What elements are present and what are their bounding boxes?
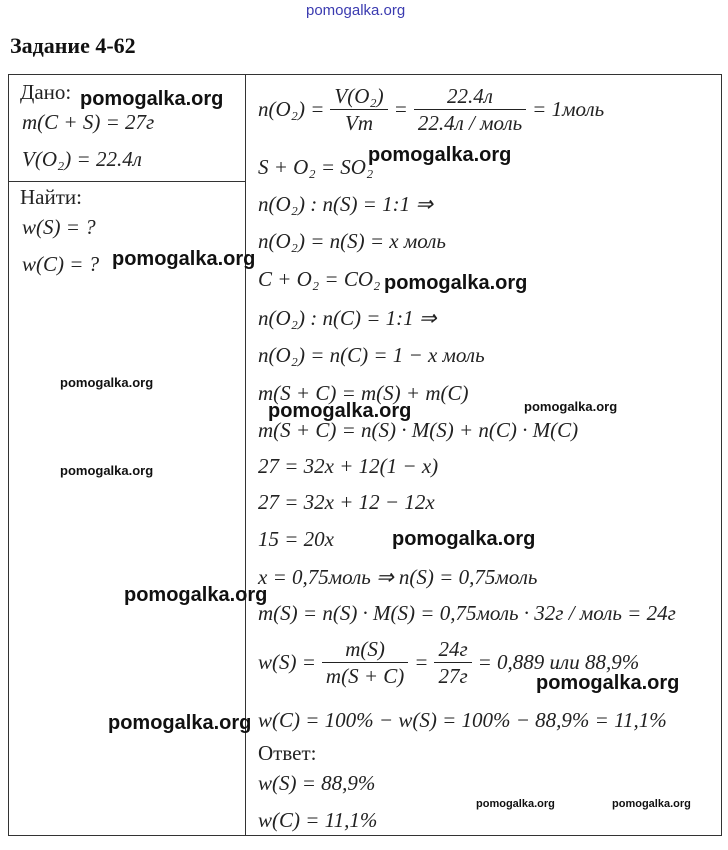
mass-sulfur: m(S) = n(S) · M(S) = 0,75моль · 32г / моль = 24г (258, 601, 676, 625)
find-ws: w(S) = ? (22, 215, 96, 239)
watermark: pomogalka.org (124, 584, 268, 606)
watermark: pomogalka.org (112, 248, 256, 270)
page-title: Задание 4-62 (10, 33, 136, 58)
moles-sulfur: n(O₂) = n(S) = x моль (258, 229, 446, 253)
answer-carbon: w(C) = 11,1% (258, 808, 378, 832)
ratio-carbon: n(O₂) : n(C) = 1:1 ⇒ (258, 306, 437, 330)
eq1-fraction-2 (414, 83, 526, 136)
eq15-fraction-2 (434, 636, 471, 689)
watermark: pomogalka.org (80, 88, 224, 110)
ratio-sulfur: n(O₂) : n(S) = 1:1 ⇒ (258, 192, 433, 216)
watermark: pomogalka.org (524, 399, 618, 414)
find-wc: w(C) = ? (22, 252, 100, 276)
fraction-carbon: w(C) = 100% − w(S) = 100% − 88,9% = 11,1% (258, 708, 667, 732)
given-mass: m(C + S) = 27г (22, 110, 155, 134)
reaction-sulfur: S + O₂ = SO₂ (258, 155, 374, 179)
find-label: Найти: (20, 185, 82, 209)
reaction-carbon: C + O₂ = CO₂ (258, 267, 381, 291)
eq15-fraction-1 (322, 636, 408, 689)
eq15-f2-num: 24г (434, 636, 471, 663)
eq15-lhs: w(S) = (258, 650, 316, 674)
watermark: pomogalka.org (612, 798, 691, 810)
eq1-lhs: n(O₂) = (258, 97, 325, 121)
eq15-f1-num: m(S) (322, 636, 408, 663)
watermark: pomogalka.org (108, 712, 252, 734)
eq15-f1-den: m(S + C) (325, 664, 405, 688)
watermark: pomogalka.org (368, 144, 512, 166)
equation-line-1: 27 = 32x + 12(1 − x) (258, 454, 439, 478)
watermark: pomogalka.org (60, 375, 154, 390)
given-label: Дано: (20, 80, 72, 104)
watermark: pomogalka.org (536, 672, 680, 694)
answer-sulfur: w(S) = 88,9% (258, 771, 376, 795)
watermark: pomogalka.org (384, 272, 528, 294)
watermark: pomogalka.org (392, 528, 536, 550)
answer-label: Ответ: (258, 741, 317, 765)
given-volume: V(O₂) = 22.4л (22, 147, 142, 171)
equation-line-2: 27 = 32x + 12 − 12x (258, 490, 435, 514)
eq1-equals: = (393, 97, 408, 121)
given-find-divider (8, 181, 245, 182)
eq1-rhs: = 1моль (532, 97, 605, 121)
eq1-f2-num: 22.4л (414, 83, 526, 110)
mass-sum-expanded: m(S + C) = n(S) · M(S) + n(C) · M(C) (258, 418, 579, 442)
moles-carbon: n(O₂) = n(C) = 1 − x моль (258, 343, 485, 367)
x-solution: x = 0,75моль ⇒ n(S) = 0,75моль (258, 565, 538, 589)
equation-line-3: 15 = 20x (258, 527, 334, 551)
watermark: pomogalka.org (268, 400, 412, 422)
eq15-f2-den: 27г (438, 664, 468, 688)
watermark: pomogalka.org (60, 463, 154, 478)
eq-moles-o2 (258, 83, 604, 136)
site-header-link[interactable]: pomogalka.org (306, 2, 406, 19)
eq1-f1-den: Vm (345, 111, 374, 135)
eq15-equals: = (414, 650, 429, 674)
eq1-fraction-1 (330, 83, 387, 136)
eq1-f1-num: V(O₂) (330, 83, 387, 110)
mass-sum: m(S + C) = m(S) + m(C) (258, 381, 469, 405)
eq1-f2-den: 22.4л / моль (417, 111, 523, 135)
watermark: pomogalka.org (476, 798, 555, 810)
eq15-rhs: = 0,889 или 88,9% (477, 650, 640, 674)
